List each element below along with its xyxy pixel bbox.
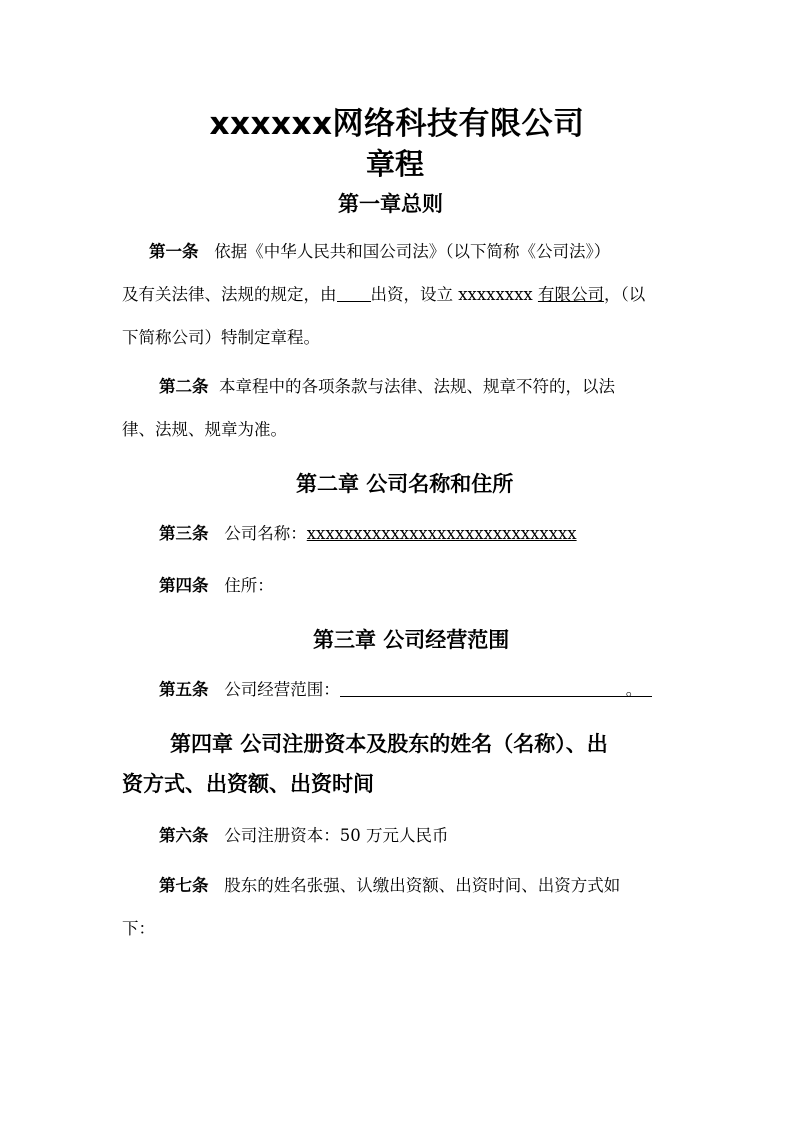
article-7 (122, 864, 682, 950)
company-title: xxxxxx网络科技有限公司 (209, 106, 585, 142)
article-5-end: 。 (625, 680, 643, 699)
business-scope-blank-tail (642, 680, 652, 697)
company-name-value: xxxxxxxxxxxxxxxxxxxxxxxxxxxxx (306, 524, 577, 543)
article-1-line-3: 下简称公司）特制定章程。 (122, 328, 320, 347)
article-1-line-1: 依据《中华人民共和国公司法》（以下简称《公司法》） (214, 242, 611, 261)
article-5-text: 公司经营范围： (224, 680, 340, 699)
article-6 (122, 814, 682, 857)
article-4 (122, 564, 682, 607)
article-3 (122, 512, 682, 555)
business-scope-blank (340, 680, 626, 697)
article-2-label: 第二条 (159, 377, 209, 396)
article-6-label: 第六条 (159, 826, 209, 845)
article-4-text: 住所： (224, 576, 274, 595)
article-4-label: 第四条 (159, 576, 209, 595)
article-2-line-2: 律、法规、规章为准。 (122, 420, 287, 439)
chapter-1-heading: 第一章总则 (338, 192, 443, 216)
chapter-2-heading: 第二章 公司名称和住所 (296, 472, 514, 496)
article-1-line-2a: 及有关法律、法规的规定，由 (122, 285, 337, 304)
article-1-line-2b: 出资，设立 xxxxxxxx (370, 285, 533, 304)
investor-blank (337, 285, 371, 302)
article-1-label: 第一条 (149, 242, 199, 261)
article-2-line-1: 本章程中的各项条款与法律、法规、规章不符的，以法 (219, 377, 615, 396)
article-3-text: 公司名称： (224, 524, 307, 543)
article-1-line-2d: ，（以 (603, 285, 646, 304)
article-6-text: 公司注册资本：50 万元人民币 (224, 826, 449, 845)
article-5 (122, 668, 682, 711)
document-title: 章程 (365, 147, 424, 181)
article-5-label: 第五条 (159, 680, 209, 699)
chapter-4-heading-line-1: 第四章 公司注册资本及股东的姓名（名称）、出 (170, 732, 608, 756)
chapter-3-heading: 第三章 公司经营范围 (313, 628, 510, 652)
article-1 (122, 230, 682, 359)
chapter-4-heading-line-2: 资方式、出资额、出资时间 (122, 772, 374, 796)
article-7-label: 第七条 (159, 876, 209, 895)
article-3-label: 第三条 (159, 524, 209, 543)
article-7-line-1: 股东的姓名张强、认缴出资额、出资时间、出资方式如 (224, 876, 621, 895)
article-2 (122, 365, 682, 451)
article-7-line-2: 下： (122, 919, 155, 938)
company-type-text: 有限公司 (537, 285, 604, 304)
